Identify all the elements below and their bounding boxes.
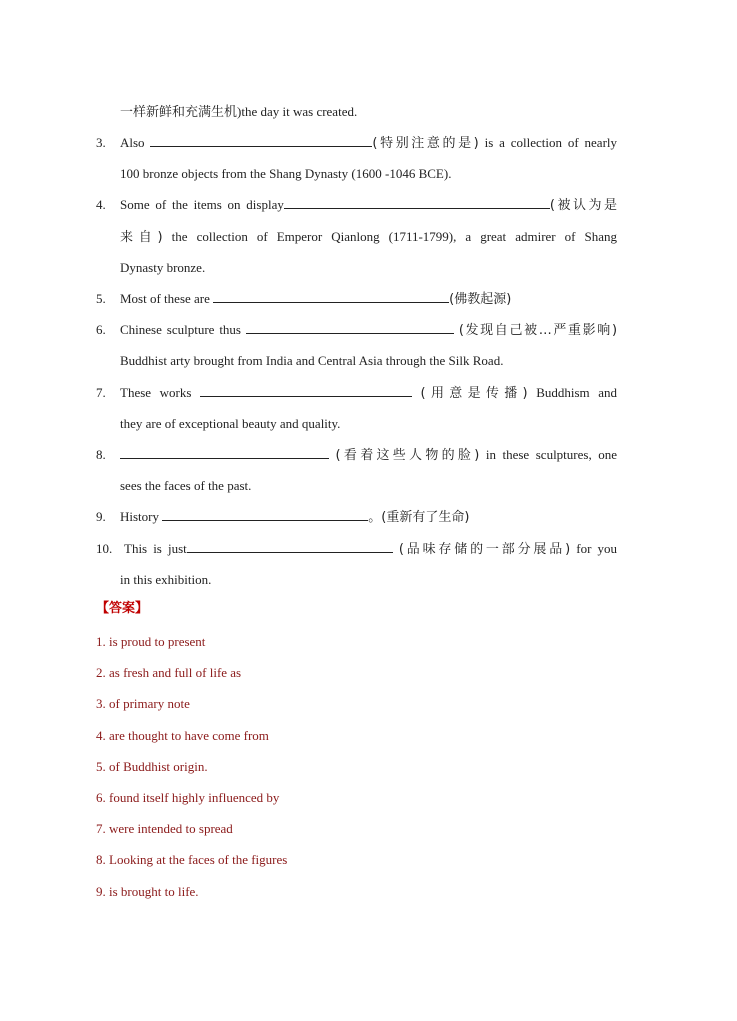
item-8-number: 8. bbox=[96, 447, 106, 462]
answer-item: 4. are thought to have come from bbox=[96, 728, 269, 743]
answer-item: 5. of Buddhist origin. bbox=[96, 759, 208, 774]
answer-item: 8. Looking at the faces of the figures bbox=[96, 852, 288, 867]
answer-item: 9. is brought to life. bbox=[96, 884, 199, 899]
item-5-number: 5. bbox=[96, 291, 106, 306]
item-3-suffix: is a collection of nearly bbox=[484, 135, 618, 150]
item-7-continuation: they are of exceptional beauty and quality. bbox=[120, 416, 341, 431]
answer-item: 6. found itself highly influenced by bbox=[96, 790, 280, 805]
item-4-line bbox=[120, 195, 617, 215]
item-4-hint-a: (被认为是 bbox=[549, 198, 618, 213]
item-3-line bbox=[120, 133, 617, 153]
item-8-continuation: sees the faces of the past. bbox=[120, 478, 252, 493]
item-10-blank[interactable] bbox=[187, 539, 393, 553]
item-3-blank[interactable] bbox=[150, 133, 372, 147]
item-3-hint: (特别注意的是) bbox=[372, 136, 479, 151]
answer-item: 7. were intended to spread bbox=[96, 821, 233, 836]
item-6-number: 6. bbox=[96, 322, 106, 337]
answer-item: 2. as fresh and full of life as bbox=[96, 665, 242, 680]
item-8-blank[interactable] bbox=[120, 445, 329, 459]
item-9-blank[interactable] bbox=[162, 507, 368, 521]
item-8-hint: (看着这些人物的脸) bbox=[335, 448, 480, 463]
item-7-line bbox=[120, 383, 617, 403]
item-2-cn-text: 一样新鲜和充满生机 bbox=[120, 105, 238, 120]
item-5-line bbox=[120, 289, 617, 309]
item-9-line bbox=[120, 507, 617, 527]
item-10-continuation: in this exhibition. bbox=[120, 572, 212, 587]
item-8-line bbox=[120, 445, 617, 465]
item-5-blank[interactable] bbox=[213, 289, 449, 303]
item-7-hint: (用意是传播) bbox=[420, 386, 528, 401]
item-2-en-text: )the day it was created. bbox=[237, 104, 358, 119]
item-4-hint-b: 来自) bbox=[120, 230, 163, 245]
item-7-suffix: Buddhism and bbox=[536, 385, 617, 400]
item-10-hint: (品味存储的一部分展品) bbox=[398, 542, 571, 557]
item-4-continuation-2: Dynasty bronze. bbox=[120, 260, 206, 275]
item-10-line bbox=[124, 539, 617, 559]
item-5-prefix: Most of these are bbox=[120, 291, 210, 306]
item-10-suffix: for you bbox=[576, 541, 617, 556]
item-6-prefix: Chinese sculpture thus bbox=[120, 322, 241, 337]
item-7-number: 7. bbox=[96, 385, 106, 400]
item-4-blank[interactable] bbox=[284, 195, 550, 209]
item-4-continuation: the collection of Emperor Qianlong (1711-1799), a great admirer of Shang bbox=[171, 229, 617, 244]
item-9-hint: 。(重新有了生命) bbox=[368, 510, 470, 525]
item-10-prefix: This is just bbox=[124, 541, 187, 556]
item-10-number: 10. bbox=[96, 541, 113, 556]
item-6-continuation: Buddhist arty brought from India and Central Asia through the Silk Road. bbox=[120, 353, 504, 368]
item-4-line-2 bbox=[120, 227, 617, 247]
item-9-number: 9. bbox=[96, 509, 106, 524]
item-3-prefix: Also bbox=[120, 135, 145, 150]
item-6-hint: (发现自己被…严重影响) bbox=[458, 323, 618, 338]
item-2-continuation bbox=[120, 102, 617, 122]
item-4-number: 4. bbox=[96, 197, 106, 212]
item-4-prefix: Some of the items on display bbox=[120, 197, 284, 212]
answer-item: 1. is proud to present bbox=[96, 634, 206, 649]
item-3-number: 3. bbox=[96, 135, 106, 150]
item-8-suffix: in these sculptures, one bbox=[485, 447, 618, 462]
item-5-hint: (佛教起源) bbox=[449, 292, 512, 307]
item-7-blank[interactable] bbox=[200, 383, 412, 397]
answer-item: 3. of primary note bbox=[96, 696, 190, 711]
item-6-blank[interactable] bbox=[246, 320, 454, 334]
item-7-prefix: These works bbox=[120, 385, 192, 400]
item-3-continuation: 100 bronze objects from the Shang Dynasty (1600 -1046 BCE). bbox=[120, 166, 452, 181]
item-6-line bbox=[120, 320, 617, 340]
item-9-prefix: History bbox=[120, 509, 159, 524]
answers-heading: 【答案】 bbox=[96, 601, 149, 616]
